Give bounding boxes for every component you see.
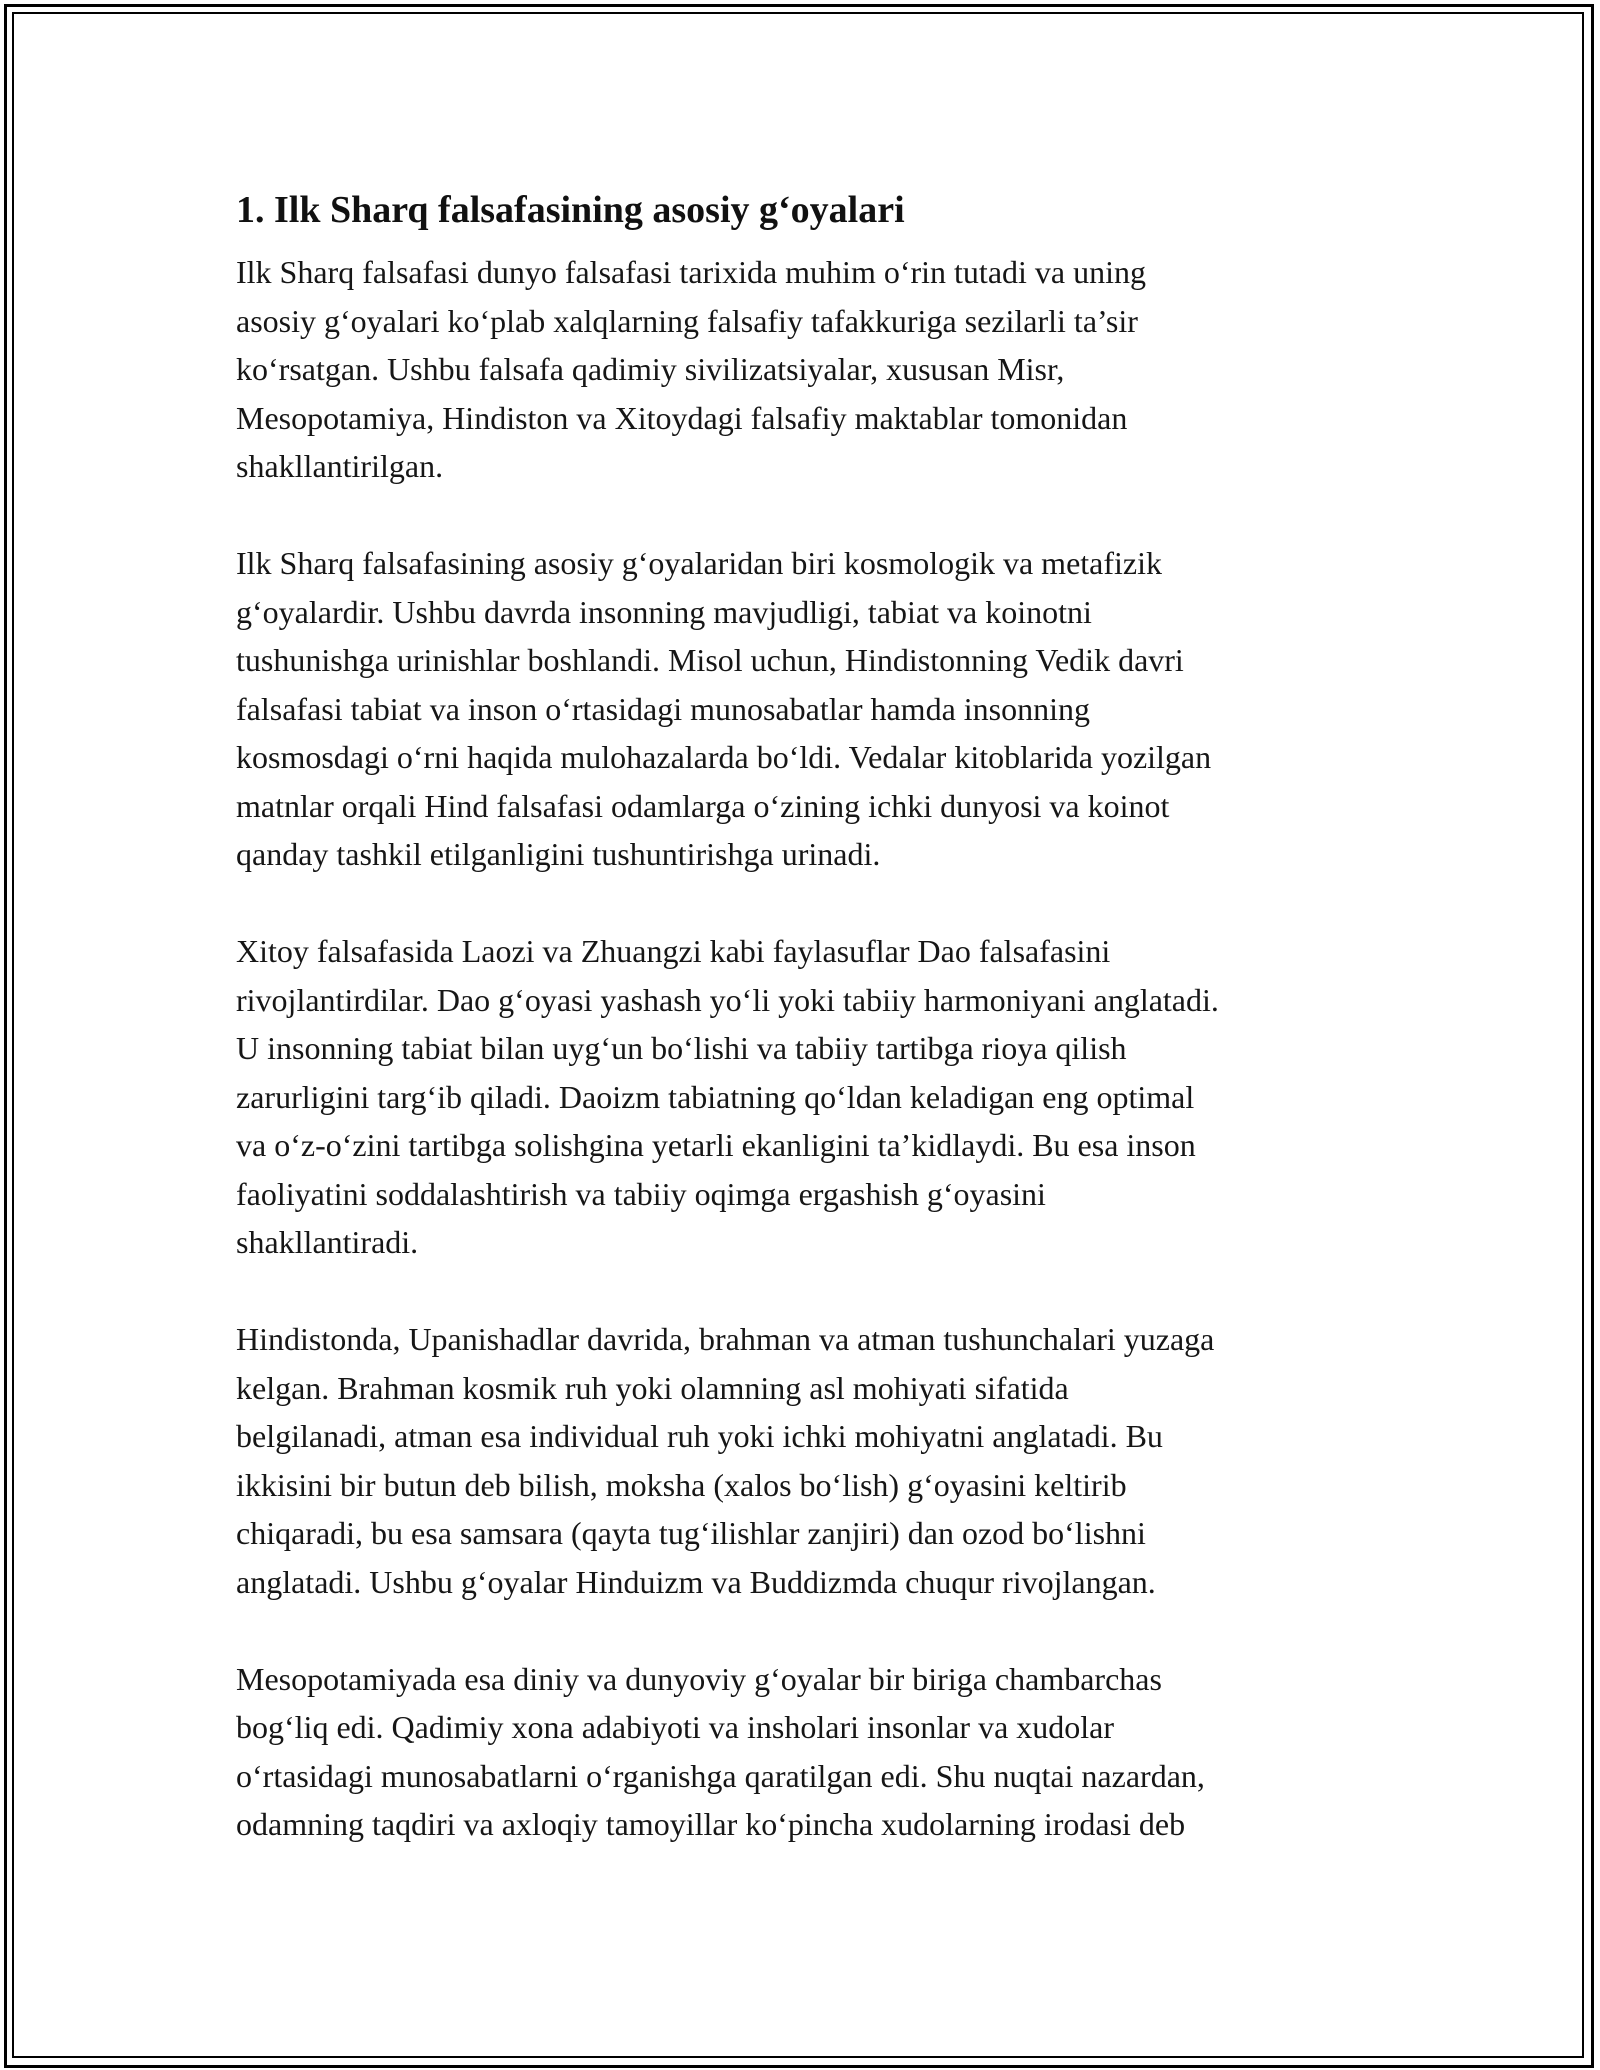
paragraph-line: chiqaradi, bu esa samsara (qayta tug‘ilishlar zanjiri) dan ozod bo‘lishni [236,1515,1146,1551]
paragraph-line: kelgan. Brahman kosmik ruh yoki olamning asl mohiyati sifatida [236,1369,1069,1406]
paragraph-line: asosiy g‘oyalari ko‘plab xalqlarning falsafiy tafakkuriga sezilarli ta’sir [236,302,1138,339]
paragraph-line: Ilk Sharq falsafasining asosiy g‘oyalaridan biri kosmologik va metafizik [236,545,1162,581]
paragraph-line: bog‘liq edi. Qadimiy xona adabiyoti va insholari insonlar va xudolar [236,1709,1115,1745]
paragraph-list [236,248,1386,1849]
paragraph-line: belgilanadi, atman esa individual ruh yoki ichki mohiyatni anglatadi. Bu [236,1418,1163,1454]
paragraph-line: shakllantirilgan. [236,448,444,484]
section-heading: 1. Ilk Sharq falsafasining asosiy g‘oyalari [236,189,905,231]
paragraph-line: kosmosdagi o‘rni haqida mulohazalarda bo‘ldi. Vedalar kitoblarida yozilgan [236,739,1212,775]
paragraph-line: va o‘z-o‘zini tartibga solishgina yetarli ekanligini ta’kidlaydi. Bu esa inson [236,1127,1196,1163]
paragraph-line: Ilk Sharq falsafasi dunyo falsafasi tarixida muhim o‘rin tutadi va uning [236,254,1146,290]
paragraph-line: Xitoy falsafasida Laozi va Zhuangzi kabi faylasuflar Dao falsafasini [236,933,1111,969]
paragraph-line: Hindistonda, Upanishadlar davrida, brahman va atman tushunchalari yuzaga [236,1321,1215,1357]
paragraph-line: faoliyatini soddalashtirish va tabiiy oqimga ergashish g‘oyasini [236,1175,1046,1212]
paragraph-line: rivojlantirdilar. Dao g‘oyasi yashash yo‘li yoki tabiiy harmoniyani anglatadi. [236,981,1219,1018]
paragraph-line: anglatadi. Ushbu g‘oyalar Hinduizm va Buddizmda chuqur rivojlangan. [236,1563,1156,1600]
paragraph-line: tushunishga urinishlar boshlandi. Misol uchun, Hindistonning Vedik davri [236,642,1184,678]
paragraph-line: U insonning tabiat bilan uyg‘un bo‘lishi va tabiiy tartibga rioya qilish [236,1030,1127,1066]
paragraph-3 [236,927,1386,1267]
paragraph-line: matnlar orqali Hind falsafasi odamlarga o‘zining ichki dunyosi va koinot [236,787,1170,824]
paragraph-line: odamning taqdiri va axloqiy tamoyillar ko‘pincha xudolarning irodasi deb [236,1806,1186,1842]
paragraph-line: ko‘rsatgan. Ushbu falsafa qadimiy sivilizatsiyalar, xususan Misr, [236,351,1065,387]
document-body [236,186,1386,1897]
paragraph-2 [236,539,1386,879]
paragraph-line: falsafasi tabiat va inson o‘rtasidagi munosabatlar hamda insonning [236,690,1090,727]
paragraph-line: ikkisini bir butun deb bilish, moksha (xalos bo‘lish) g‘oyasini keltirib [236,1466,1127,1503]
paragraph-line: g‘oyalardir. Ushbu davrda insonning mavjudligi, tabiat va koinotni [236,593,1092,630]
paragraph-1 [236,248,1386,491]
paragraph-line: qanday tashkil etilganligini tushuntirishga urinadi. [236,836,881,872]
paragraph-line: Mesopotamiyada esa diniy va dunyoviy g‘oyalar bir biriga chambarchas [236,1660,1162,1697]
paragraph-5 [236,1655,1386,1849]
paragraph-line: shakllantiradi. [236,1224,419,1260]
paragraph-line: Mesopotamiya, Hindiston va Xitoydagi falsafiy maktablar tomonidan [236,399,1128,436]
paragraph-line: zarurligini targ‘ib qiladi. Daoizm tabiatning qo‘ldan keladigan eng optimal [236,1078,1195,1115]
paragraph-4 [236,1315,1386,1606]
paragraph-line: o‘rtasidagi munosabatlarni o‘rganishga qaratilgan edi. Shu nuqtai nazardan, [236,1757,1205,1794]
